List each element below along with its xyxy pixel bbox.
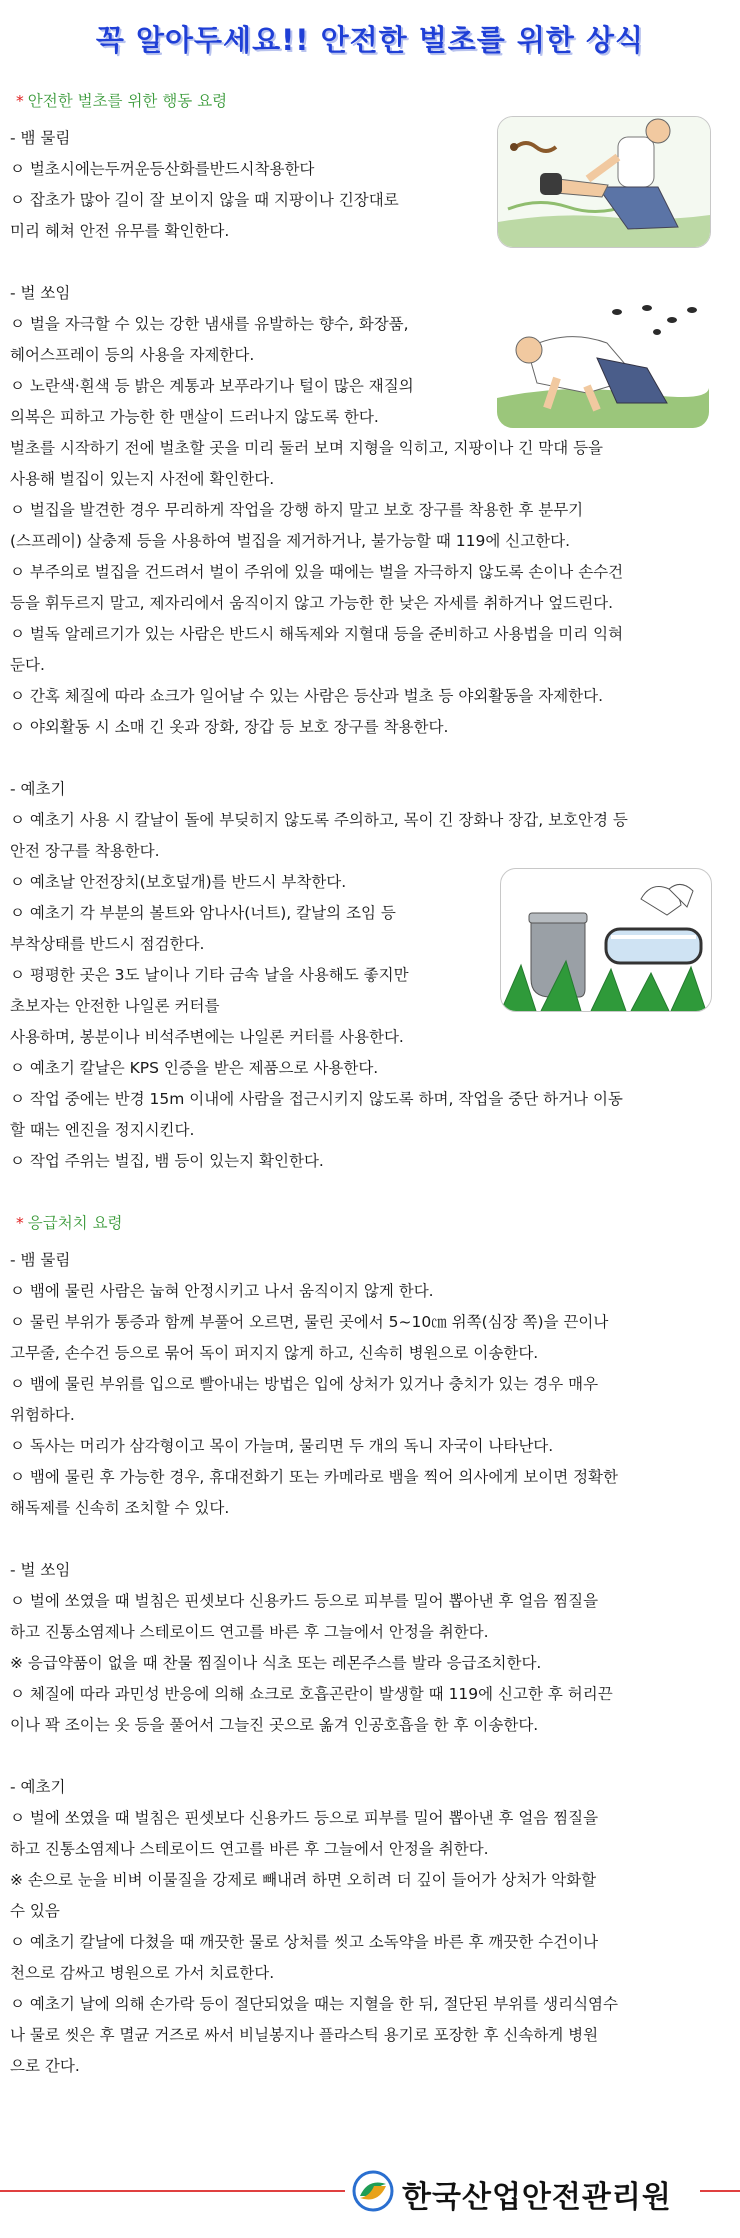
list-item: 사용해 벌집이 있는지 사전에 확인한다.: [10, 470, 275, 488]
list-item: ㅇ 예초기 각 부분의 볼트와 암나사(너트), 칼날의 조임 등: [10, 904, 396, 922]
list-item: ㅇ 예초기 칼날에 다쳤을 때 깨끗한 물로 상처를 씻고 소독약을 바른 후 깨끗한 수건이나: [10, 1933, 599, 1951]
snake-bite-illustration: [497, 116, 711, 248]
list-item: ㅇ 뱀에 물린 후 가능한 경우, 휴대전화기 또는 카메라로 뱀을 찍어 의사에게 보이면 정확한: [10, 1468, 619, 1486]
list-item: 미리 헤쳐 안전 유무를 확인한다.: [10, 222, 230, 240]
list-item: 부착상태를 반드시 점검한다.: [10, 935, 205, 953]
list-item: ㅇ 예초기 사용 시 칼날이 돌에 부딪히지 않도록 주의하고, 목이 긴 장화나 장갑, 보호안경 등: [10, 811, 628, 829]
list-item: ㅇ 벌독 알레르기가 있는 사람은 반드시 해독제와 지혈대 등을 준비하고 사용법을 미리 익혀: [10, 625, 624, 643]
list-item: (스프레이) 살충제 등을 사용하여 벌집을 제거하거나, 불가능할 때 119에 신고한다.: [10, 532, 571, 550]
subsection-snake: - 뱀 물림: [10, 1251, 71, 1269]
list-item: 해독제를 신속히 조치할 수 있다.: [10, 1499, 230, 1517]
list-item: 수 있음: [10, 1902, 60, 1920]
list-item: ㅇ 예초기 칼날은 KPS 인증을 받은 제품으로 사용한다.: [10, 1059, 379, 1077]
list-item: 등을 휘두르지 말고, 제자리에서 움직이지 않고 가능한 한 낮은 자세를 취하거나 엎드린다.: [10, 594, 614, 612]
list-item: 하고 진통소염제나 스테로이드 연고를 바른 후 그늘에서 안정을 취한다.: [10, 1623, 489, 1641]
list-item: ㅇ 벌집을 발견한 경우 무리하게 작업을 강행 하지 말고 보호 장구를 착용한 후 분무기: [10, 501, 584, 519]
list-item: ㅇ 간혹 체질에 따라 쇼크가 일어날 수 있는 사람은 등산과 벌초 등 야외활동을 자제한다.: [10, 687, 604, 705]
list-item: ㅇ 예초기 날에 의해 손가락 등이 절단되었을 때는 지혈을 한 뒤, 절단된 부위를 생리식염수: [10, 1995, 619, 2013]
star-icon: *: [16, 1214, 24, 1232]
footer-rule: [700, 2190, 740, 2192]
list-item: ㅇ 평평한 곳은 3도 날이나 기타 금속 날을 사용해도 좋지만: [10, 966, 409, 984]
list-item: ㅇ 벌을 자극할 수 있는 강한 냄새를 유발하는 향수, 화장품,: [10, 315, 409, 333]
list-item: 초보자는 안전한 나일론 커터를: [10, 997, 220, 1015]
footer-rule: [0, 2190, 345, 2192]
section-heading-label: 응급처치 요령: [27, 1214, 123, 1232]
subsection-bee: - 벌 쏘임: [10, 284, 71, 302]
list-item: ㅇ 벌에 쏘였을 때 벌침은 핀셋보다 신용카드 등으로 피부를 밀어 뽑아낸 후 얼음 찜질을: [10, 1592, 599, 1610]
list-item: ㅇ 노란색·흰색 등 밝은 계통과 보푸라기나 털이 많은 재질의: [10, 377, 414, 395]
page-title: 꼭 알아두세요!! 안전한 벌초를 위한 상식: [95, 23, 645, 57]
list-item: ㅇ 잡초가 많아 길이 잘 보이지 않을 때 지팡이나 긴장대로: [10, 191, 399, 209]
star-icon: *: [16, 92, 24, 110]
list-item: 고무줄, 손수건 등으로 묶어 독이 퍼지지 않게 하고, 신속히 병원으로 이송한다.: [10, 1344, 539, 1362]
list-item: 사용하며, 봉분이나 비석주변에는 나일론 커터를 사용한다.: [10, 1028, 404, 1046]
list-item: 의복은 피하고 가능한 한 맨살이 드러나지 않도록 한다.: [10, 408, 379, 426]
list-item: ㅇ 예초날 안전장치(보호덮개)를 반드시 부착한다.: [10, 873, 347, 891]
list-item: 헤어스프레이 등의 사용을 자제한다.: [10, 346, 255, 364]
list-item: 으로 간다.: [10, 2057, 80, 2075]
list-item: ㅇ 벌에 쏘였을 때 벌침은 핀셋보다 신용카드 등으로 피부를 밀어 뽑아낸 후 얼음 찜질을: [10, 1809, 599, 1827]
list-item: 하고 진통소염제나 스테로이드 연고를 바른 후 그늘에서 안정을 취한다.: [10, 1840, 489, 1858]
list-item: 위험하다.: [10, 1406, 75, 1424]
list-item: ※ 응급약품이 없을 때 찬물 찜질이나 식초 또는 레몬주스를 발라 응급조치한다.: [10, 1654, 542, 1672]
subsection-snake: - 뱀 물림: [10, 129, 71, 147]
list-item: ㅇ 벌초시에는두꺼운등산화를반드시착용한다: [10, 160, 315, 178]
section-heading-label: 안전한 벌초를 위한 행동 요령: [27, 92, 228, 110]
logo-icon: [352, 2170, 394, 2212]
list-item: ㅇ 물린 부위가 통증과 함께 부풀어 오르면, 물린 곳에서 5~10㎝ 위쪽(심장 쪽)을 끈이나: [10, 1313, 609, 1331]
section-heading-first-aid: [16, 1208, 730, 1239]
list-item: ㅇ 독사는 머리가 삼각형이고 목이 가늘며, 물리면 두 개의 독니 자국이 나타난다.: [10, 1437, 554, 1455]
list-item: 이나 꽉 조이는 옷 등을 풀어서 그늘진 곳으로 옮겨 인공호흡을 한 후 이송한다.: [10, 1716, 539, 1734]
list-item: 천으로 감싸고 병원으로 가서 치료한다.: [10, 1964, 275, 1982]
list-item: ㅇ 체질에 따라 과민성 반응에 의해 쇼크로 호흡곤란이 발생할 때 119에 신고한 후 허리끈: [10, 1685, 613, 1703]
subsection-trimmer: - 예초기: [10, 1778, 66, 1796]
list-item: ※ 손으로 눈을 비벼 이물질을 강제로 빼내려 하면 오히려 더 깊이 들어가 상처가 악화할: [10, 1871, 597, 1889]
list-item: ㅇ 작업 중에는 반경 15m 이내에 사람을 접근시키지 않도록 하며, 작업을 중단 하거나 이동: [10, 1090, 623, 1108]
subsection-bee: - 벌 쏘임: [10, 1561, 71, 1579]
organization-name: 한국산업안전관리원: [402, 2180, 672, 2215]
list-item: ㅇ 작업 주위는 벌집, 뱀 등이 있는지 확인한다.: [10, 1152, 324, 1170]
protective-gear-illustration: [500, 868, 712, 1012]
list-item: 둔다.: [10, 656, 45, 674]
list-item: 벌초를 시작하기 전에 벌초할 곳을 미리 둘러 보며 지형을 익히고, 지팡이나 긴 막대 등을: [10, 439, 604, 457]
list-item: ㅇ 뱀에 물린 부위를 입으로 빨아내는 방법은 입에 상처가 있거나 충치가 있는 경우 매우: [10, 1375, 599, 1393]
list-item: 안전 장구를 착용한다.: [10, 842, 160, 860]
list-item: ㅇ 부주의로 벌집을 건드려서 벌이 주위에 있을 때에는 벌을 자극하지 않도록 손이나 손수건: [10, 563, 624, 581]
bee-sting-illustration: [497, 298, 709, 428]
list-item: ㅇ 야외활동 시 소매 긴 옷과 장화, 장갑 등 보호 장구를 착용한다.: [10, 718, 449, 736]
list-item: 할 때는 엔진을 정지시킨다.: [10, 1121, 195, 1139]
list-item: ㅇ 뱀에 물린 사람은 눕혀 안정시키고 나서 움직이지 않게 한다.: [10, 1282, 434, 1300]
section-heading-safety: [16, 86, 730, 117]
subsection-trimmer: - 예초기: [10, 780, 66, 798]
list-item: 나 물로 씻은 후 멸균 거즈로 싸서 비닐봉지나 플라스틱 용기로 포장한 후 신속하게 병원: [10, 2026, 599, 2044]
